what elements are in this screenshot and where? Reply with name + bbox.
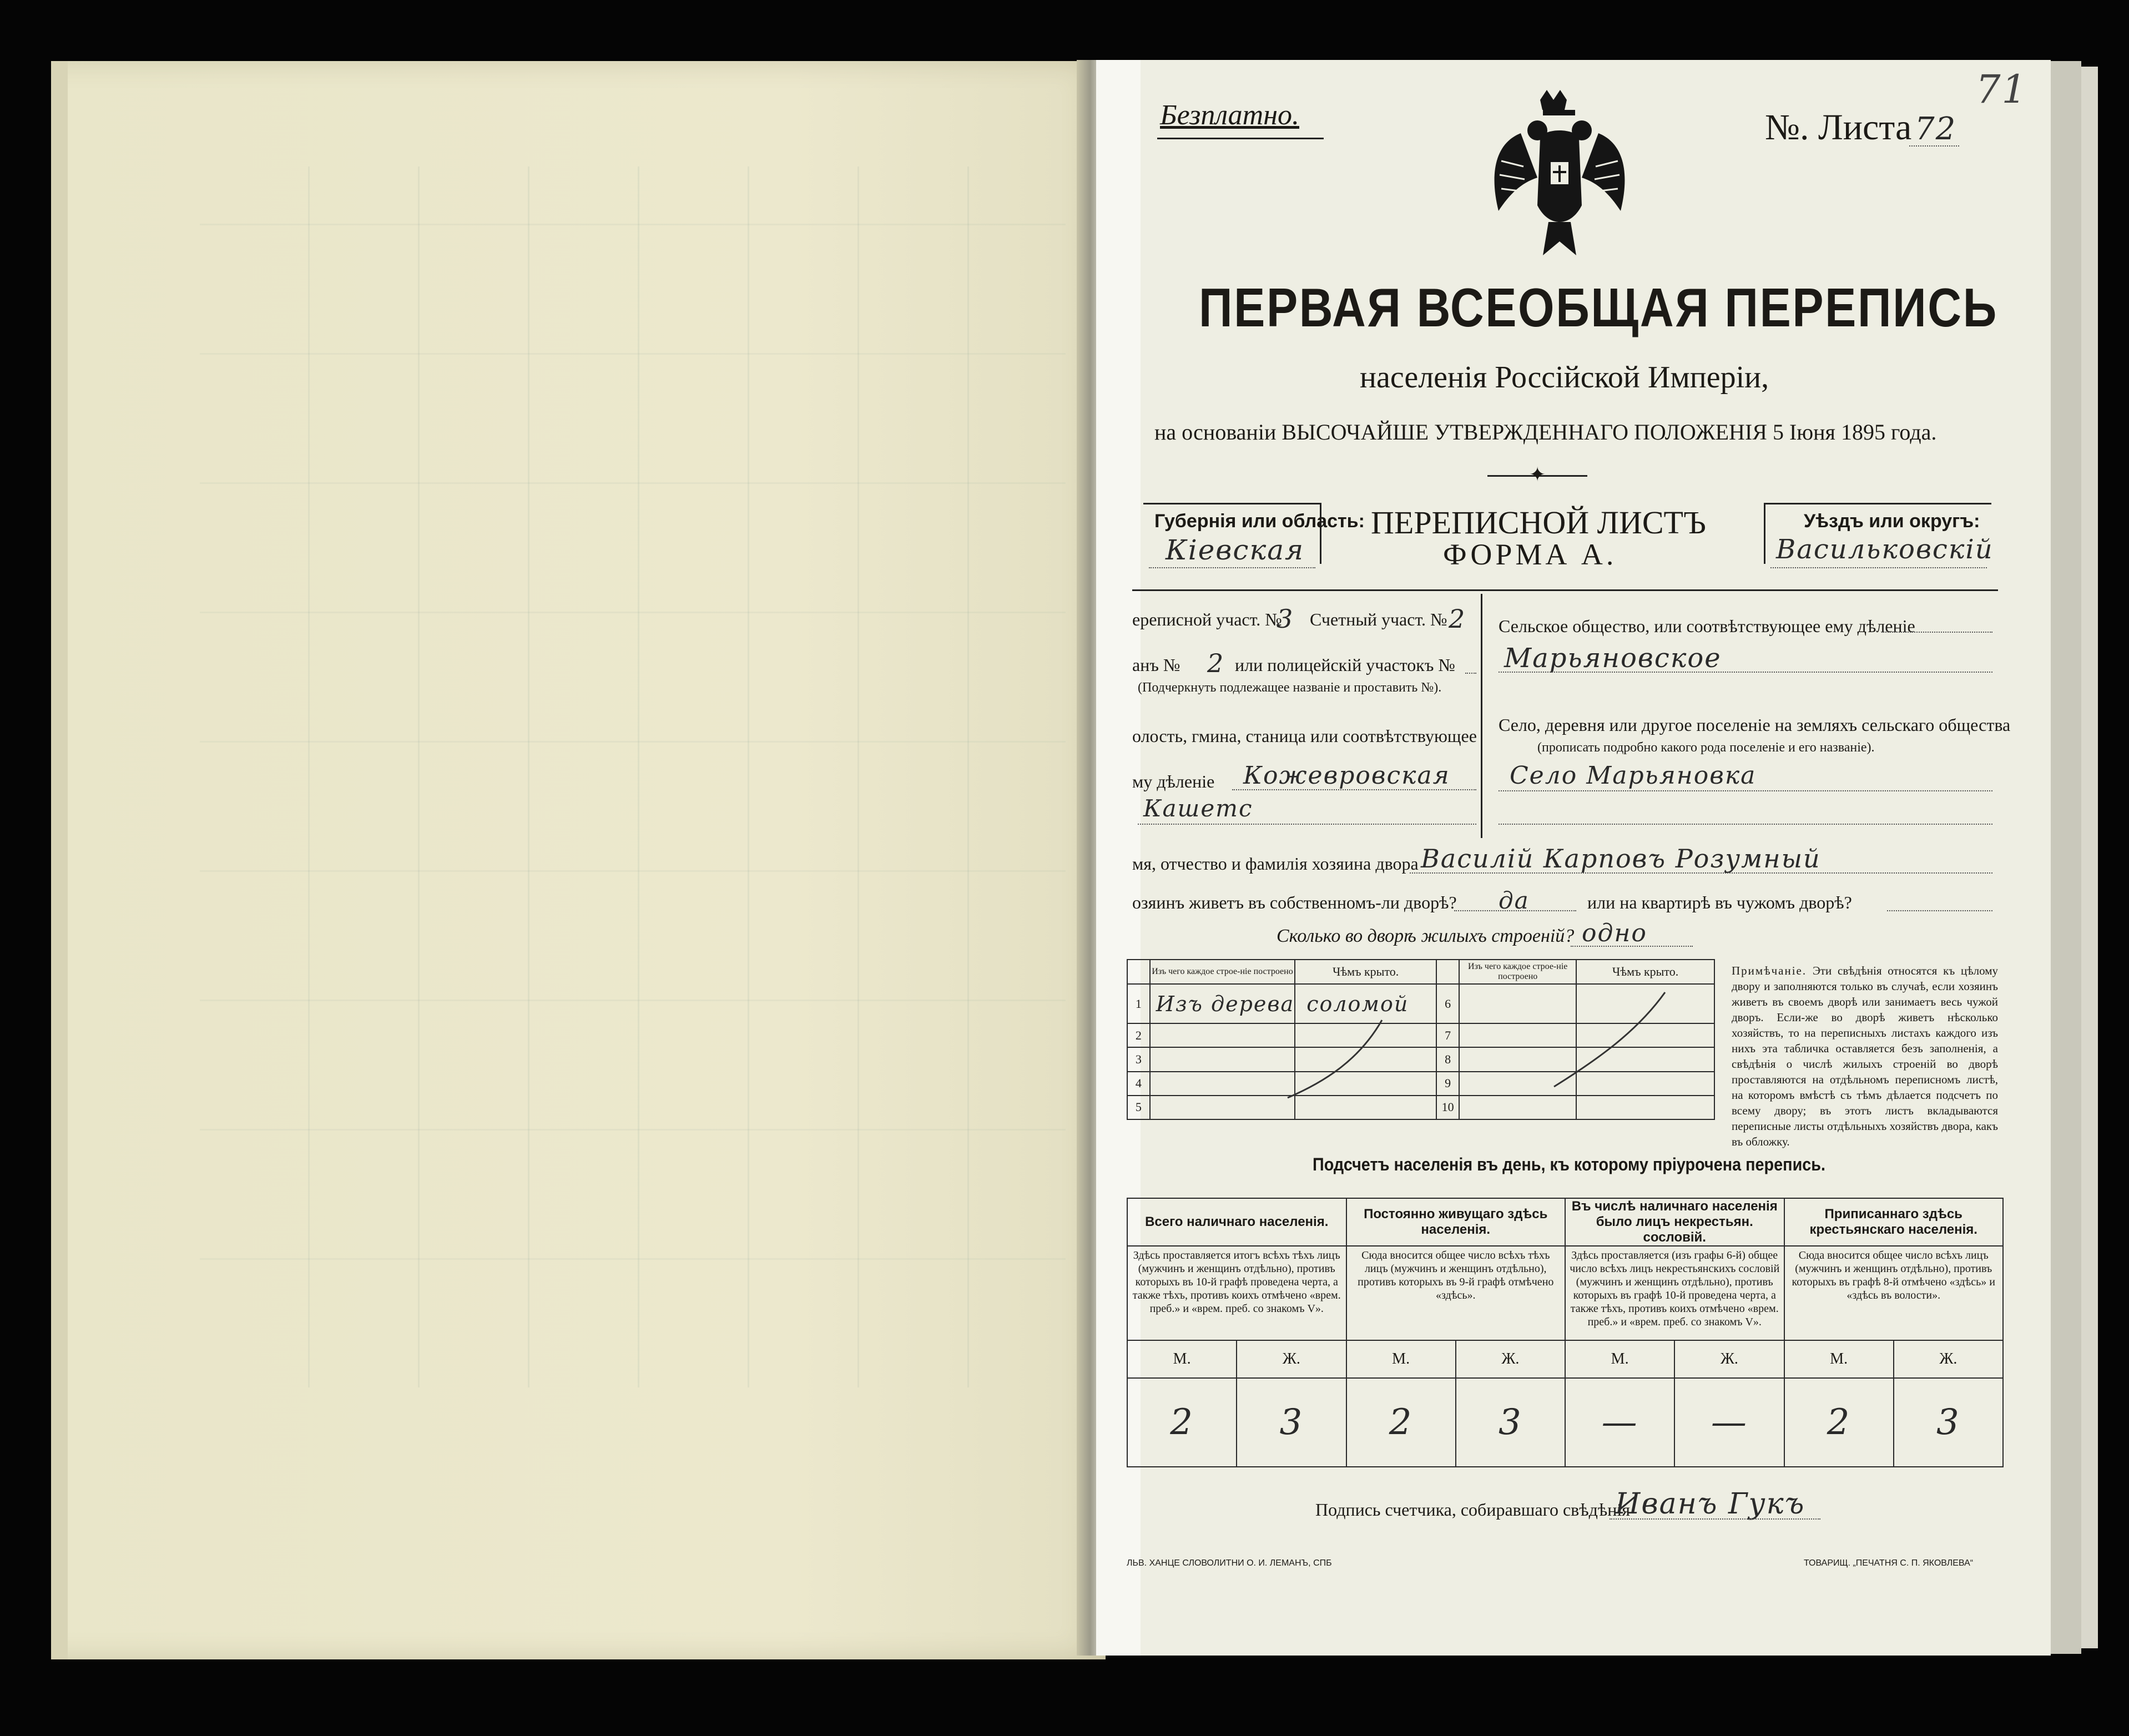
count-value-f: 3 xyxy=(1894,1378,2003,1467)
sheet-number-label: №. Листа xyxy=(1765,107,1912,148)
imperial-eagle-emblem xyxy=(1487,83,1632,261)
left-page-bleedthrough xyxy=(200,166,1066,1387)
volost-line xyxy=(1232,789,1476,790)
schetny-value: 2 xyxy=(1449,604,1466,634)
f-label: Ж. xyxy=(1237,1340,1346,1378)
note-block xyxy=(1732,963,1998,1149)
row-number: 6 xyxy=(1436,984,1459,1023)
sheet-number-line xyxy=(1909,145,1959,147)
corner-number: 71 xyxy=(1976,67,2028,112)
ornament-icon: ✦ xyxy=(1529,463,1546,486)
strike-marks xyxy=(1127,959,1715,1120)
signature-line xyxy=(1610,1518,1820,1520)
row-number: 4 xyxy=(1127,1072,1150,1096)
volost-label: олость, гмина, станица или соотвѣтствующее xyxy=(1132,726,1477,746)
stan-label: анъ № xyxy=(1132,655,1180,675)
rent-label: или на квартирѣ въ чужомъ дворѣ? xyxy=(1587,892,1852,912)
count-col-header: Всего наличнаго населенія. xyxy=(1127,1198,1346,1246)
m-label: М. xyxy=(1784,1340,1894,1378)
buildings-value: одно xyxy=(1582,919,1647,947)
buildings-col-material: Изъ чего каждое строе-ніе построено xyxy=(1459,960,1576,984)
count-col-header: Постоянно живущаго здѣсь населенія. xyxy=(1346,1198,1566,1246)
delenie-label: му дѣленіе xyxy=(1132,771,1215,791)
schetny-label: Счетный участ. № xyxy=(1310,609,1447,629)
selskoe-line-b xyxy=(1499,672,1992,673)
count-value-f: 3 xyxy=(1237,1378,1346,1467)
f-label: Ж. xyxy=(1894,1340,2003,1378)
selo-value: Село Марьяновка xyxy=(1510,761,1757,790)
f-label: Ж. xyxy=(1456,1340,1565,1378)
row-number: 3 xyxy=(1127,1047,1150,1071)
free-label: Безплатно. xyxy=(1160,99,1300,131)
uezd-value: Васильковскій xyxy=(1776,534,1994,565)
free-underline xyxy=(1157,138,1324,139)
left-page-edge xyxy=(51,61,68,1659)
count-col-desc: Сюда вносится общее число всѣхъ тѣхъ лицъ (мужчинъ и женщинъ отдѣльно), противъ которыхъ въ 9-й графѣ отмѣчено «здѣсь». xyxy=(1346,1246,1566,1340)
selo-line xyxy=(1499,790,1992,791)
row-number: 8 xyxy=(1436,1047,1459,1071)
gubernia-box-top xyxy=(1143,503,1321,504)
uezd-label: Уѣздъ или округъ: xyxy=(1804,511,1980,532)
selskoe-line-a xyxy=(1881,632,1992,633)
row-number: 7 xyxy=(1436,1023,1459,1047)
count-col-desc: Сюда вносится общее число всѣхъ лицъ (мужчинъ и женщинъ отдѣльно), противъ которыхъ въ графѣ 8-й отмѣчено «здѣсь» и «здѣсь въ волости». xyxy=(1784,1246,2004,1340)
count-value-m: — xyxy=(1565,1378,1674,1467)
buildings-label: Сколько во дворѣ жилыхъ строеній? xyxy=(1277,926,1575,946)
rent-line xyxy=(1887,910,1992,911)
buildings-col-material: Изъ чего каждое строе-ніе построено xyxy=(1150,960,1295,984)
count-title: Подсчетъ населенія въ день, къ которому пріурочена перепись. xyxy=(1313,1154,1825,1174)
signature-value: Иванъ Гукъ xyxy=(1615,1487,1805,1521)
row-number: 5 xyxy=(1127,1096,1150,1119)
buildings-col-roof: Чѣмъ крыто. xyxy=(1295,960,1436,984)
uezd-box-top xyxy=(1764,503,1991,504)
police-label: или полицейскій участокъ № xyxy=(1235,655,1455,675)
count-col-header: Приписаннаго здѣсь крестьянскаго населенія. xyxy=(1784,1198,2004,1246)
volost-value-2: Кашетс xyxy=(1143,795,1253,822)
printer-right: ТОВАРИЩ. „ПЕЧАТНЯ С. П. ЯКОВЛЕВА“ xyxy=(1804,1558,1974,1568)
form-name: ФОРМА А. xyxy=(1443,538,1617,571)
note-label: Примѣчаніе. xyxy=(1732,964,1807,977)
stan-value: 2 xyxy=(1207,648,1225,678)
gubernia-line xyxy=(1149,567,1315,568)
buildings-line xyxy=(1571,946,1693,947)
count-col-header: Въ числѣ наличнаго населенія было лицъ некрестьян. сословій. xyxy=(1565,1198,1784,1246)
volost-value: Кожевровская xyxy=(1243,761,1450,790)
uezd-line xyxy=(1770,567,1987,568)
buildings-col-roof: Чѣмъ крыто. xyxy=(1576,960,1714,984)
census-basis: на основаніи ВЫСОЧАЙШЕ УТВЕРЖДЕННАГО ПОЛОЖЕНІЯ 5 Іюня 1895 года. xyxy=(1154,420,1937,445)
gubernia-label: Губернія или область: xyxy=(1154,511,1365,532)
m-label: М. xyxy=(1346,1340,1456,1378)
m-label: М. xyxy=(1565,1340,1674,1378)
count-value-m: 2 xyxy=(1127,1378,1237,1467)
row-number: 10 xyxy=(1436,1096,1459,1119)
printer-left: ЛЬВ. ХАНЦЕ СЛОВОЛИТНИ О. И. ЛЕМАНЪ, СПБ xyxy=(1127,1558,1332,1568)
column-divider xyxy=(1481,594,1482,838)
signature-label: Подпись счетчика, собиравшаго свѣдѣнія xyxy=(1315,1500,1631,1520)
selskoe-label: Сельское общество, или соотвѣтствующее ему дѣленіе xyxy=(1499,616,1915,636)
underline-note: (Подчеркнуть подлежащее названіе и проставить №). xyxy=(1138,680,1442,695)
count-table xyxy=(1127,1198,2004,1467)
row-number: 9 xyxy=(1436,1072,1459,1096)
row1-material: Изъ дерева xyxy=(1150,984,1295,1023)
count-value-m: 2 xyxy=(1346,1378,1456,1467)
sheet-number-value: 72 xyxy=(1915,111,1957,147)
row-number: 1 xyxy=(1127,984,1150,1023)
count-value-m: 2 xyxy=(1784,1378,1894,1467)
count-col-desc: Здѣсь проставляется (изъ графы 6-й) общее число всѣхъ лицъ некрестьянскихъ сословій (мужчинъ и женщинъ отдѣльно), противъ которыхъ въ графѣ 10-й проведена черта, а также тѣхъ, противъ коихъ отмѣчено «врем. преб.» и «врем. преб. со знакомъ V». xyxy=(1565,1246,1784,1340)
m-label: М. xyxy=(1127,1340,1237,1378)
count-col-desc: Здѣсь проставляется итогъ всѣхъ тѣхъ лицъ (мужчинъ и женщинъ отдѣльно), противъ которыхъ въ 10-й графѣ проведена черта, а также тѣхъ, противъ коихъ отмѣчено «врем. преб.» и «врем. преб. со знакомъ V». xyxy=(1127,1246,1346,1340)
own-yard-value: да xyxy=(1499,887,1530,914)
perepis-uchast-label: ереписной участ. № xyxy=(1132,609,1282,629)
row1-roof: соломой xyxy=(1295,984,1436,1023)
selo-label: Село, деревня или другое поселеніе на земляхъ сельскаго общества xyxy=(1499,715,2011,735)
volost-line-2 xyxy=(1138,824,1476,825)
section-rule xyxy=(1132,589,1998,591)
selo-line-2 xyxy=(1499,824,1992,825)
row-number: 2 xyxy=(1127,1023,1150,1047)
f-label: Ж. xyxy=(1674,1340,1784,1378)
note-text: Эти свѣдѣнія относятся къ цѣлому двору и заполняются только въ случаѣ, если хозяинъ живетъ въ своемъ дворѣ или занимаетъ весь чужой дворъ. Если-же во дворѣ живетъ нѣсколько хозяйствъ, то на переписныхъ листахъ каждого изъ нихъ эта табличка оставляется безъ заполненія, а свѣдѣнія о числѣ жилыхъ строеній во дворѣ проставляются на отдѣльномъ переписномъ листѣ, на которомъ вмѣстѣ съ тѣмъ дѣлается подсчетъ по всему двору; въ этотъ листъ вкладываются переписные листы отдѣльныхъ хозяйствъ двора, какъ въ обложку. xyxy=(1732,964,1998,1148)
own-yard-label: озяинъ живетъ въ собственномъ-ли дворѣ? xyxy=(1132,892,1457,912)
police-line xyxy=(1465,673,1476,674)
count-value-f: 3 xyxy=(1456,1378,1565,1467)
gubernia-value: Кіевская xyxy=(1166,534,1305,566)
census-subtitle: населенія Россійской Имперіи, xyxy=(1360,360,1769,395)
count-value-f: — xyxy=(1674,1378,1784,1467)
selskoe-value: Марьяновское xyxy=(1504,643,1722,674)
owner-line xyxy=(1410,872,1992,874)
census-title: ПЕРВАЯ ВСЕОБЩАЯ ПЕРЕПИСЬ xyxy=(1199,277,1998,338)
selo-note: (прописать подробно какого рода поселеніе и его названіе). xyxy=(1537,740,1875,755)
sheet-title: ПЕРЕПИСНОЙ ЛИСТЪ xyxy=(1371,504,1706,541)
owner-label: мя, отчество и фамилія хозяина двора xyxy=(1132,854,1419,874)
perepis-uchast-value: 3 xyxy=(1277,604,1294,634)
owner-value: Василій Карповъ Розумный xyxy=(1421,844,1821,874)
own-yard-line xyxy=(1454,910,1576,911)
uezd-box-side xyxy=(1764,503,1765,564)
